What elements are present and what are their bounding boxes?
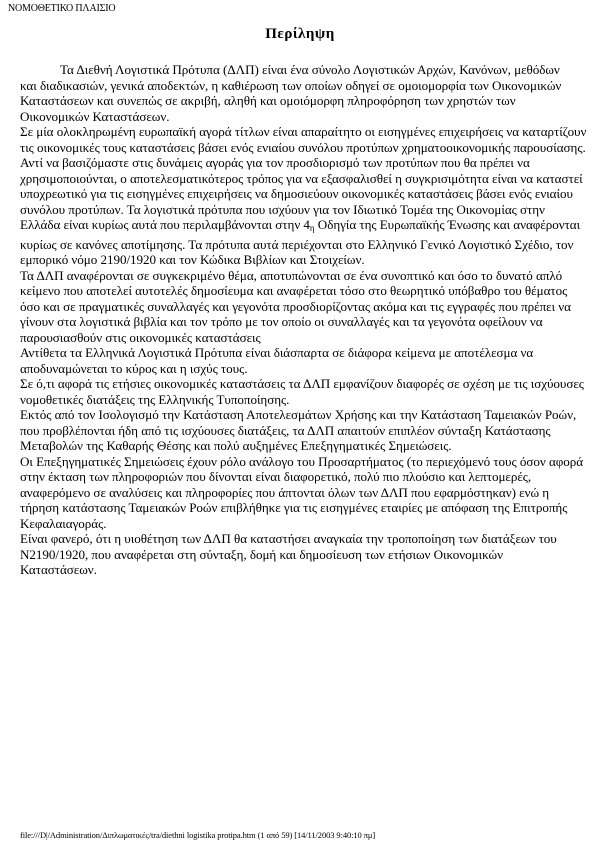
paragraph-greek-standards: Αντίθετα τα Ελληνικά Λογιστικά Πρότυπα είναι διάσπαρτα σε διάφορα κείμενα με αποτέλεσμα να αποδυναμώνεται το κύρος και η ισχύς τους. (20, 345, 534, 376)
paragraph-intro: Τα Διεθνή Λογιστικά Πρότυπα (ΔΛΠ) είναι ένα σύνολο Λογιστικών Αρχών, Κανόνων, μεθόδων και διαδικασιών, γενικά αποδεκτών, η καθιέρωση των οποίων οδηγεί σε ομοιομορφία των Οικονομικών Καταστάσεων και συνεπώς σε ακριβή, αληθή και ομοιόμορφη πληροφόρηση των χρηστών των Οικονομικών Καταστάσεων. (20, 62, 562, 124)
footer-url: file:///D|/Administration/Διπλωματικές/tra/diethni logistika protipa.htm (1 από 59) [14/11/2003 9:40:10 πμ] (20, 830, 376, 840)
paragraph-ias-topics: Τα ΔΛΠ αναφέρονται σε συγκεκριμένο θέμα, αποτυπώνονται σε ένα συνοπτικό και όσο το δυνατό απλό κείμενο που αποτελεί αυτοτελές δημοσίευμα και αναφέρεται τόσο στο θεωρητικό υπόβαθρο του θέματος όσο και σε πραγματικές συναλλαγές και γεγονότα προσδιορίζοντας ακόμα και τις εγγραφές που πρέπει να γίνουν στα λογιστικά βιβλία και τον τρόπο με τον οποίο οι συναλλαγές και τα γεγονότα οφείλουν να παρουσιασθούν στις οικονομικές καταστάσεις (20, 267, 571, 345)
paragraph-european-market-text: Σε μία ολοκληρωμένη ευρωπαϊκή αγορά τίτλων είναι απαραίτητο οι εισηγμένες επιχειρήσεις να καταρτίζουν τις οικονομικές τους καταστάσεις βάσει ενός ενιαίου συνόλου προτύπων χρηματοοικονομικής παρουσίασης. Αντί να βασιζόμαστε στις δυνάμεις αγοράς για τον προσδιορισμό των προτύπων που θα πρέπει να χρησιμοποιούνται, ο αποτελεσματικότερος τρόπος για να εξασφαλισθεί η συγκρισιμότητα είναι να καταστεί υποχρεωτικό για τις εισηγμένες επιχειρήσεις να δημοσιεύουν οικονομικές καταστάσεις βάσει ενός ενιαίου συνόλου προτύπων. Τα λογιστικά πρότυπα που ισχύουν για τον Ιδιωτικό Τομέα της Οικονομίας στην Ελλάδα είναι κυρίως αυτά που περιλαμβάνονται στην 4 (20, 124, 587, 232)
paragraph-conclusion: Είναι φανερό, ότι η υιοθέτηση των ΔΛΠ θα καταστήσει αναγκαία την τροποποίηση των διατάξεων του Ν2190/1920, που αναφέρεται στη σύνταξη, δομή και δημοσίευση των ετήσιων Οικονομικών Καταστάσεων. (20, 531, 557, 577)
header-label: ΝΟΜΟΘΕΤΙΚΟ ΠΛΑΙΣΙΟ (8, 3, 116, 14)
page-title: Περίληψη (265, 26, 335, 42)
paragraph-annual-statements: Σε ό,τι αφορά τις ετήσιες οικονομικές καταστάσεις τα ΔΛΠ εμφανίζουν διαφορές σε σχέση με τις ισχύουσες νομοθετικές διατάξεις της Ελληνικής Τυποποίησης. (20, 376, 584, 407)
paragraph-explanatory-notes: Οι Επεξηγηματικές Σημειώσεις έχουν ρόλο ανάλογο του Προσαρτήματος (το περιεχόμενό τους όσον αφορά στην έκταση των πληροφοριών που δίνονται είναι διαφορετικό, πολύ πιο πλούσιο και λεπτομερές, αναφερόμενο σε αναλύσεις και πληροφορίες που άπτονται όλων των ΔΛΠ που εφαρμόστηκαν) ενώ η τήρηση κατάστασης Ταμειακών Ροών επιβλήθηκε για τις εισηγμένες εταιρίες με απόφαση της Επιτροπής Κεφαλαιαγοράς. (20, 453, 584, 531)
superscript-eta: η (309, 223, 315, 233)
paragraph-european-market (20, 124, 598, 268)
paragraph-european-market-text-cont: Οδηγία της Ευρωπαϊκής Ένωσης και αναφέρονται κυρίως σε κανόνες αποτίμησης. Τα πρότυπα αυτά περιέχονται στο Ελληνικό Γενικό Λογιστικό Σχέδιο, τον εμπορικό νόμο 2190/1920 και τον Κώδικα Βιβλίων και Στοιχείων. (20, 217, 581, 267)
document-body (20, 62, 598, 578)
paragraph-additional-statements: Εκτός από τον Ισολογισμό την Κατάσταση Αποτελεσμάτων Χρήσης και την Κατάσταση Ταμειακών Ροών, που προβλέπονται ήδη από τις ισχύουσες διατάξεις, τα ΔΛΠ απαιτούν επιπλέον σύνταξη Κατάστασης Μεταβολών της Καθαρής Θέσης και πολύ αυξημένες Επεξηγηματικές Σημειώσεις. (20, 407, 577, 453)
